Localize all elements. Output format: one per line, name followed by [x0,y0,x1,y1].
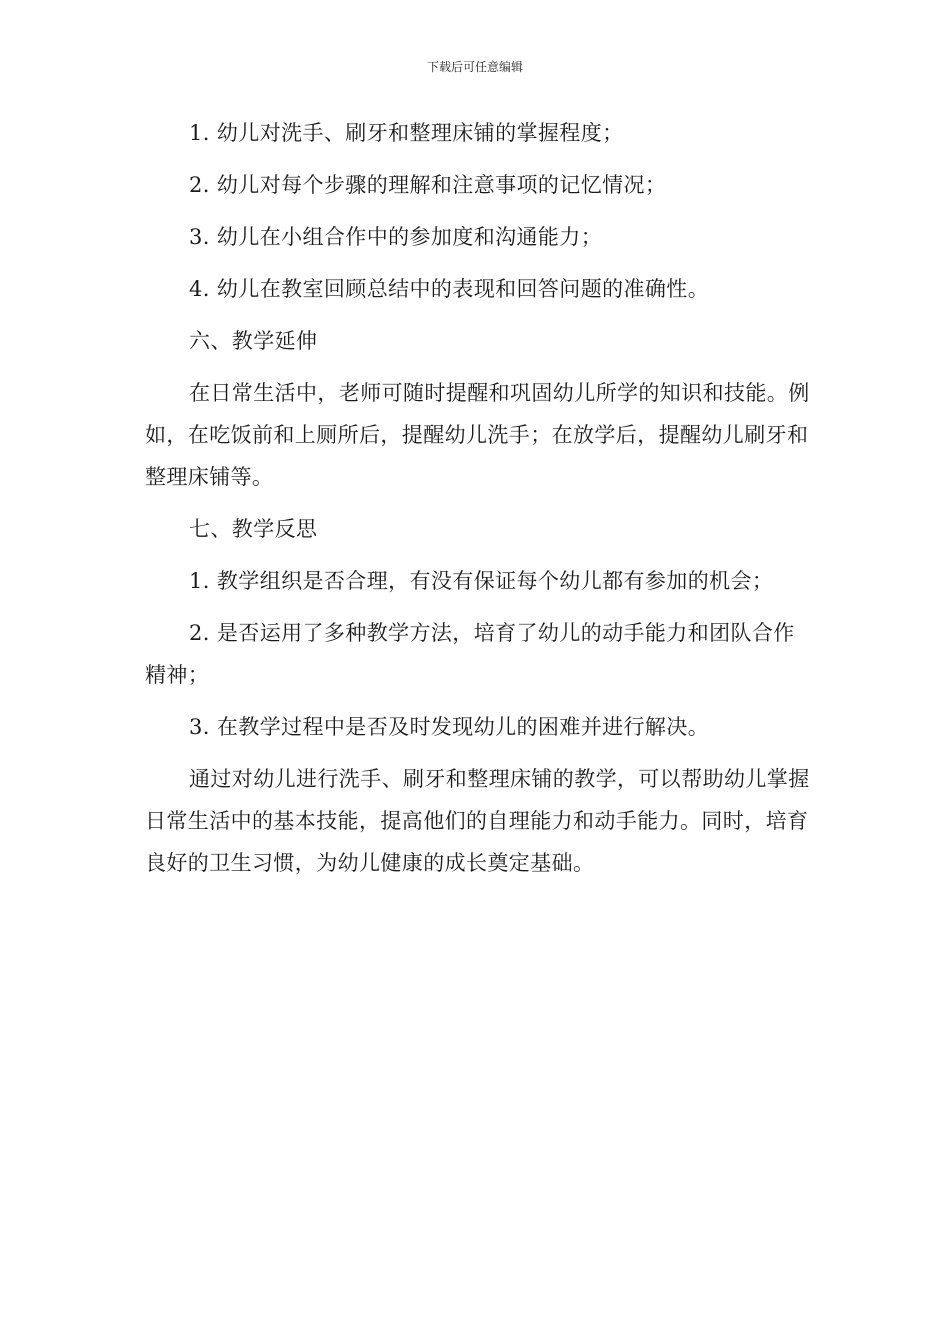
reflection-item-2: 2. 是否运用了多种教学方法，培育了幼儿的动手能力和团队合作精神； [145,621,795,687]
extension-paragraph: 在日常生活中，老师可随时提醒和巩固幼儿所学的知识和技能。例如，在吃饭前和上厕所后，提醒幼儿洗手；在放学后，提醒幼儿刷牙和整理床铺等。 [145,381,810,489]
document-body [145,112,810,894]
assessment-item-2: 2. 幼儿对每个步骤的理解和注意事项的记忆情况； [189,173,667,197]
assessment-item-4: 4. 幼儿在教室回顾总结中的表现和回答问题的准确性。 [189,277,710,301]
assessment-item-1: 1. 幼儿对洗手、刷牙和整理床铺的掌握程度； [189,121,624,145]
section-heading-reflection: 七、教学反思 [189,517,318,541]
reflection-item-1: 1. 教学组织是否合理，有没有保证每个幼儿都有参加的机会； [189,569,774,593]
section-heading-extension: 六、教学延伸 [189,329,318,353]
reflection-item-3: 3. 在教学过程中是否及时发现幼儿的困难并进行解决。 [189,715,710,739]
page-header: 下载后可任意编辑 [426,60,523,74]
assessment-item-3: 3. 幼儿在小组合作中的参加度和沟通能力； [189,225,603,249]
conclusion-paragraph: 通过对幼儿进行洗手、刷牙和整理床铺的教学，可以帮助幼儿掌握日常生活中的基本技能，提高他们的自理能力和动手能力。同时，培育良好的卫生习惯，为幼儿健康的成长奠定基础。 [145,767,810,875]
